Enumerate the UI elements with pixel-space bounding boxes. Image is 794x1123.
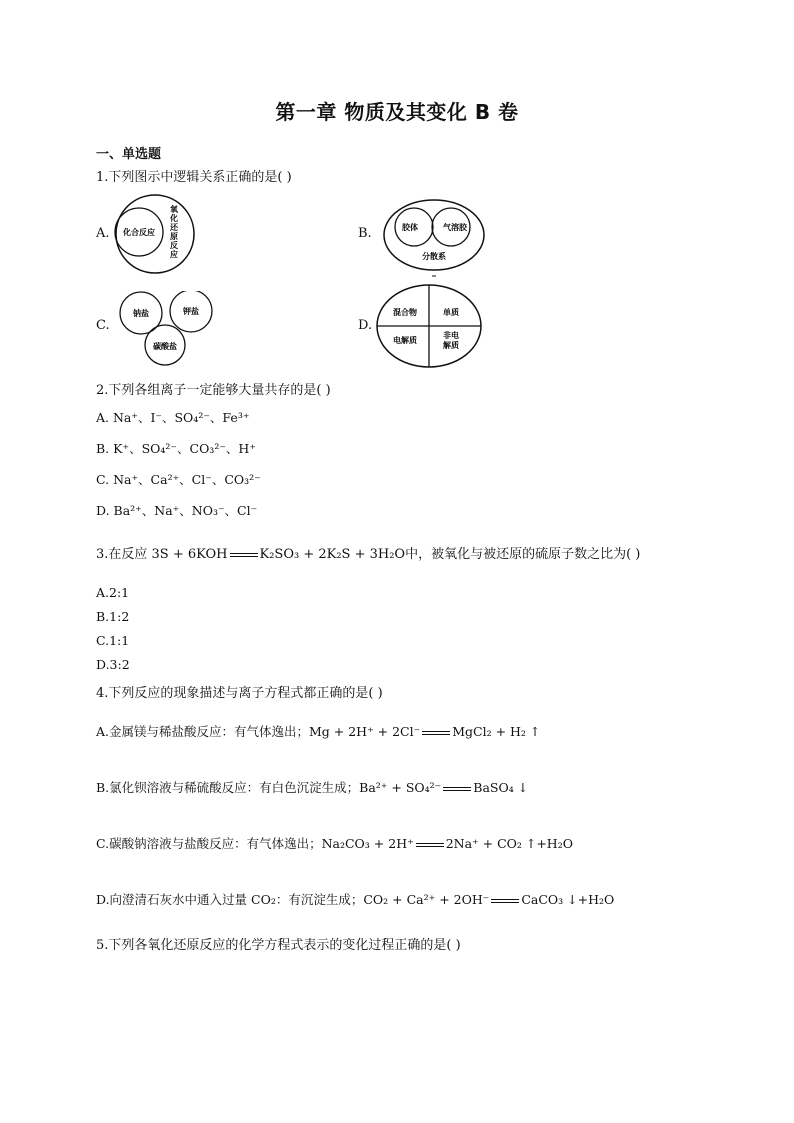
q4-c-pre: C.碳酸钠溶液与盐酸反应：有气体逸出；Na₂CO₃ + 2H⁺ [96, 836, 414, 851]
q3-option-c: C.1:1 [96, 633, 130, 648]
q1-option-b-label: B. [358, 226, 372, 241]
diagram-c-label-3: 碳酸盐 [153, 342, 177, 351]
diagram-a-inner-label: 化合反应 [123, 228, 155, 237]
q4-d-pre: D.向澄清石灰水中通入过量 CO₂：有沉淀生成；CO₂ + Ca²⁺ + 2OH⁻ [96, 892, 490, 907]
q4-a-pre: A.金属镁与稀盐酸反应：有气体逸出；Mg + 2H⁺ + 2Cl⁻ [96, 724, 421, 739]
question-3-stem [96, 543, 640, 562]
section-heading: 一、单选题 [96, 147, 162, 162]
q3-option-d: D.3:2 [96, 657, 130, 672]
q4-option-c [96, 834, 573, 852]
diagram-c-label-1: 钠盐 [133, 309, 149, 318]
q1-diagram-a [114, 194, 196, 274]
q4-c-post: 2Na⁺ + CO₂ ↑+H₂O [445, 836, 573, 851]
equals-sign [230, 553, 258, 557]
q4-option-b [96, 778, 528, 796]
diagram-b-outer-label: 分散系 [422, 252, 446, 261]
q2-option-b: B. K⁺、SO₄²⁻、CO₃²⁻、H⁺ [96, 441, 256, 456]
diagram-c-label-2: 钾盐 [183, 307, 199, 316]
equals-sign [422, 731, 450, 735]
question-4-stem: 4.下列反应的现象描述与离子方程式都正确的是( ) [96, 686, 383, 701]
q3-option-b: B.1:2 [96, 609, 130, 624]
q1-option-d-label: D. [358, 318, 373, 333]
diagram-d-label-4b: 解质 [443, 341, 459, 350]
question-2-stem: 2.下列各组离子一定能够大量共存的是( ) [96, 383, 331, 398]
q2-option-a: A. Na⁺、I⁻、SO₄²⁻、Fe³⁺ [96, 410, 250, 425]
diagram-d-label-3: 电解质 [393, 336, 417, 345]
q3-option-a: A.2:1 [96, 585, 130, 600]
diagram-d-label-1: 混合物 [393, 308, 417, 317]
q4-option-d [96, 890, 614, 908]
q1-diagram-c [116, 291, 218, 367]
q1-diagram-b [382, 197, 486, 279]
q1-diagram-d [375, 283, 483, 369]
equals-sign [491, 899, 519, 903]
q1-option-a-label: A. [96, 226, 110, 241]
q3-stem-pre: 3.在反应 3S + 6KOH [96, 547, 228, 562]
q1-option-c-label: C. [96, 318, 110, 333]
page-title: 第一章 物质及其变化 B 卷 [275, 100, 519, 124]
question-1-stem: 1.下列图示中逻辑关系正确的是( ) [96, 170, 292, 185]
q4-d-post: CaCO₃ ↓+H₂O [521, 892, 615, 907]
q4-b-post: BaSO₄ ↓ [473, 780, 529, 795]
q2-option-c: C. Na⁺、Ca²⁺、Cl⁻、CO₃²⁻ [96, 472, 261, 487]
equals-sign [416, 843, 444, 847]
q4-option-a [96, 722, 540, 740]
diagram-d-label-4a: 非电 [443, 331, 459, 340]
equals-sign [443, 787, 471, 791]
q3-stem-post: 中，被氧化与被还原的硫原子数之比为( ) [405, 547, 641, 562]
q4-a-post: MgCl₂ + H₂ ↑ [452, 724, 541, 739]
diagram-b-right-label: 气溶胶 [443, 223, 467, 232]
diagram-d-label-2: 单质 [443, 308, 459, 317]
q2-option-d: D. Ba²⁺、Na⁺、NO₃⁻、Cl⁻ [96, 503, 258, 518]
diagram-b-left-label: 胶体 [402, 223, 418, 232]
diagram-a-outer-label: 氧化还原反应 [170, 205, 178, 259]
question-5-stem: 5.下列各氧化还原反应的化学方程式表示的变化过程正确的是( ) [96, 938, 461, 953]
q3-stem-eq: K₂SO₃ + 2K₂S + 3H₂O [259, 547, 406, 562]
q4-b-pre: B.氯化钡溶液与稀硫酸反应：有白色沉淀生成；Ba²⁺ + SO₄²⁻ [96, 780, 442, 795]
